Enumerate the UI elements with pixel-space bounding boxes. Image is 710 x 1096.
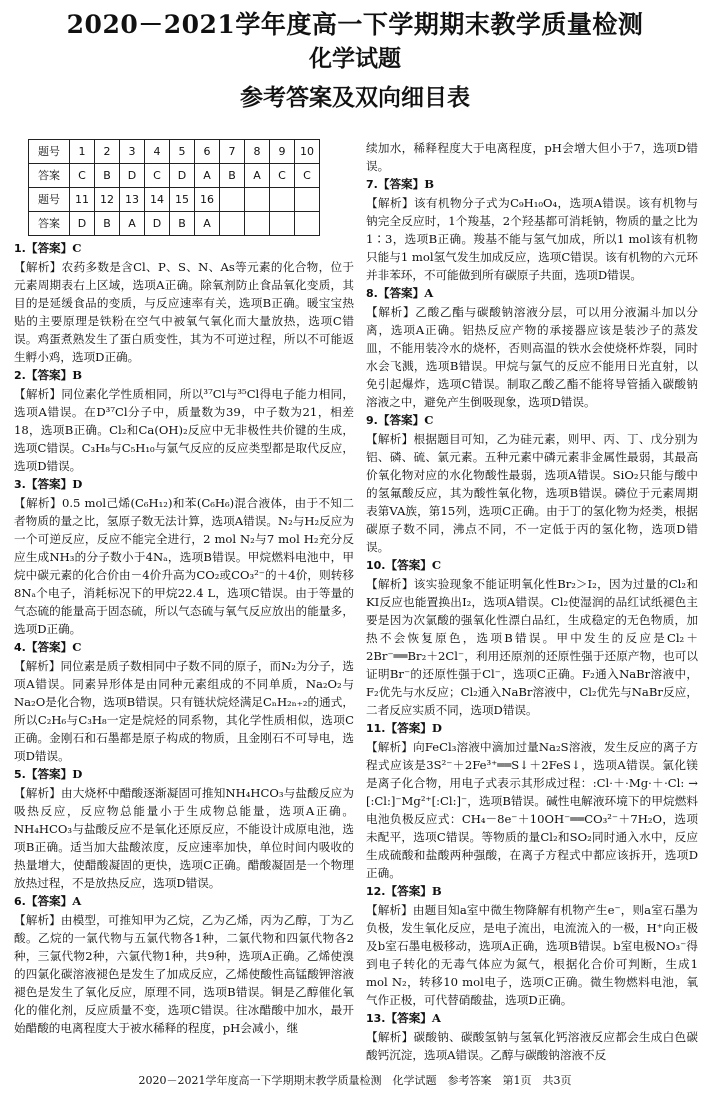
answer-key: 【答案】A bbox=[25, 894, 82, 908]
question-number: 3. bbox=[14, 478, 26, 491]
question-number: 12. bbox=[366, 885, 386, 898]
question-item bbox=[14, 475, 354, 638]
explanation-text: 【解析】同位素化学性质相同，所以³⁷Cl与³⁵Cl得电子能力相同，选项A错误。在D³⁷Cl分子中，质量数为39，中子数为21，相差18，选项B正确。Cl₂和Ca(OH)₂反应中无非极性共价键的生成，选项C错误。C₃H₈与C₅H₁₀与氯气反应的反应类型都是取代反应，选项D错误。 bbox=[14, 387, 354, 473]
explanation-text: 【解析】该实验现象不能证明氧化性Br₂＞I₂，因为过量的Cl₂和KI反应也能置换出I₂，选项A错误。Cl₂使湿润的品红试纸褪色主要是因为次氯酸的强氧化性漂白品红，生成稳定的无色物质，加热不会恢复原色，选项B错误。甲中发生的反应是Cl₂＋2Br⁻══Br₂＋2Cl⁻，利用还原剂的还原性强于还原产物，也可以证明Br⁻的还原性强于Cl⁻，选项C正确。F₂通入NaBr溶液中，F₂优先与水反应；Cl₂通入NaBr溶液中，Cl₂优先与NaBr反应，二者反应实质不同，选项D错误。 bbox=[366, 577, 698, 717]
explanation-text: 【解析】由大烧杯中醋酸逐渐凝固可推知NH₄HCO₃与盐酸反应为吸热反应，反应物总能量小于生成物总能量，选项A正确。NH₄HCO₃与盐酸反应不是氧化还原反应，不能设计成原电池，选项B正确。适当加大盐酸浓度，反应速率加快，单位时间内吸收的热量增大，使醋酸凝固的更快，选项C正确。醋酸凝固是一个物理放热过程，不是放热反应，选项D错误。 bbox=[14, 786, 354, 890]
question-number: 1. bbox=[14, 242, 26, 255]
question-number: 10. bbox=[366, 559, 386, 572]
question-item bbox=[14, 765, 354, 892]
answer-key: 【答案】B bbox=[25, 368, 83, 382]
table-cell: 9 bbox=[270, 140, 295, 164]
table-cell bbox=[270, 188, 295, 212]
table-cell: C bbox=[270, 164, 295, 188]
table-row bbox=[29, 188, 320, 212]
explanation-text: 续加水，稀释程度大于电离程度，pH会增大但小于7，选项D错误。 bbox=[366, 141, 698, 173]
table-cell: B bbox=[95, 212, 120, 236]
table-row bbox=[29, 164, 320, 188]
table-cell: 3 bbox=[120, 140, 145, 164]
answer-line bbox=[366, 882, 698, 901]
question-number: 11. bbox=[366, 722, 386, 735]
table-cell: A bbox=[120, 212, 145, 236]
question-item bbox=[366, 556, 698, 719]
answer-key: 【答案】A bbox=[377, 286, 434, 300]
answer-key: 【答案】C bbox=[377, 413, 434, 427]
table-cell: 11 bbox=[70, 188, 95, 212]
question-number: 5. bbox=[14, 768, 26, 781]
answer-line bbox=[14, 475, 354, 494]
subject-title: 化学试题 bbox=[309, 45, 401, 72]
table-cell bbox=[245, 188, 270, 212]
table-cell: D bbox=[70, 212, 95, 236]
left-column bbox=[14, 139, 354, 1037]
answer-key: 【答案】C bbox=[25, 241, 82, 255]
table-cell: 13 bbox=[120, 188, 145, 212]
question-number: 13. bbox=[366, 1012, 386, 1025]
page-header bbox=[0, 0, 710, 114]
question-number: 4. bbox=[14, 641, 26, 654]
question-item bbox=[366, 139, 698, 175]
table-cell: 1 bbox=[70, 140, 95, 164]
table-cell: A bbox=[195, 164, 220, 188]
table-cell: 5 bbox=[170, 140, 195, 164]
answer-line bbox=[366, 719, 698, 738]
explanation-text: 【解析】碳酸钠、碳酸氢钠与氢氧化钙溶液反应都会生成白色碳酸钙沉淀，选项A错误。乙醇与碳酸钠溶液不反 bbox=[366, 1030, 698, 1062]
explanation-text: 【解析】农药多数是含Cl、P、S、N、As等元素的化合物，位于元素周期表右上区域，选项A正确。除氧剂防止食品氧化变质，其目的是延缓食品的变质，与反应速率有关，选项B正确。暖宝宝热贴的主要原理是铁粉在空气中被氧气氧化而大量放热，选项C错误。鸡蛋煮熟发生了蛋白质变性，其为不可逆过程，所以不可能返生孵小鸡，选项D正确。 bbox=[14, 260, 354, 364]
answer-line bbox=[366, 284, 698, 303]
table-header-cell: 答案 bbox=[29, 164, 70, 188]
table-cell bbox=[270, 212, 295, 236]
question-item bbox=[366, 411, 698, 556]
table-row bbox=[29, 140, 320, 164]
question-item bbox=[366, 284, 698, 411]
table-header-cell: 题号 bbox=[29, 140, 70, 164]
page-footer: 2020－2021学年度高一下学期期末教学质量检测 化学试题 参考答案 第1页 共3页 bbox=[138, 1074, 572, 1087]
table-cell: 10 bbox=[295, 140, 320, 164]
answer-key: 【答案】C bbox=[25, 640, 82, 654]
answer-key: 【答案】D bbox=[385, 721, 442, 735]
answer-table bbox=[28, 139, 320, 236]
answer-line bbox=[14, 239, 354, 258]
table-cell: 7 bbox=[220, 140, 245, 164]
right-column bbox=[366, 139, 698, 1064]
table-cell: D bbox=[145, 212, 170, 236]
table-cell: A bbox=[245, 164, 270, 188]
question-item bbox=[366, 1009, 698, 1064]
table-cell: A bbox=[195, 212, 220, 236]
table-header-cell: 题号 bbox=[29, 188, 70, 212]
question-number: 9. bbox=[366, 414, 378, 427]
explanation-text: 【解析】0.5 mol己烯(C₆H₁₂)和苯(C₆H₆)混合液体，由于不知二者物质的量之比，氢原子数无法计算，选项A错误。N₂与H₂反应为一个可逆反应，反应不能完全进行，2 mol N₂与7 mol H₂充分反应生成NH₃的分子数小于4Nₐ，选项B错误。甲烷燃料电池中，甲烷中碳元素的化合价由－4价升高为CO₂或CO₃²⁻的＋4价，则转移8Nₐ个电子，消耗标况下的甲烷22.4 L，选项C错误。由于等量的气态硫的能量高于固态硫，所以气态硫与氧气反应放出的能量多，选项D正确。 bbox=[14, 496, 354, 636]
answer-line bbox=[366, 556, 698, 575]
table-cell: D bbox=[170, 164, 195, 188]
answer-line bbox=[366, 1009, 698, 1028]
explanation-text: 【解析】根据题目可知，乙为硅元素，则甲、丙、丁、戊分别为铝、磷、硫、氯元素。五种元素中磷元素非金属性最弱，其最高价氧化物对应的水化物酸性最弱，选项A错误。SiO₂只能与酸中的氢氟酸反应，其为酸性氧化物，选项B错误。磷位于元素周期表第VA族，第15列，选项C正确。由于丁的氢化物为烃类，根据碳原子数不同，沸点不同，不一定低于丙的氢化物，选项D错误。 bbox=[366, 432, 698, 554]
question-number: 2. bbox=[14, 369, 26, 382]
answer-key: 【答案】D bbox=[25, 767, 83, 781]
explanation-text: 【解析】乙酸乙酯与碳酸钠溶液分层，可以用分液漏斗加以分离，选项A正确。铝热反应产物的承接器应该是装沙子的蒸发皿，不能用装冷水的烧杯，否则高温的铁水会使烧杯炸裂，同时水会飞溅，选项B错误。甲烷与氯气的反应不能用日光直射，以免引起爆炸，选项C错误。制取乙酸乙酯不能将导管插入碳酸钠溶液之中，避免产生倒吸现象，选项D错误。 bbox=[366, 305, 698, 409]
table-cell: B bbox=[220, 164, 245, 188]
question-number: 8. bbox=[366, 287, 378, 300]
table-cell: B bbox=[170, 212, 195, 236]
table-cell: 16 bbox=[195, 188, 220, 212]
question-item bbox=[14, 638, 354, 765]
explanation-text: 【解析】该有机物分子式为C₉H₁₀O₄，选项A错误。该有机物与钠完全反应时，1个羧基，2个羟基都可消耗钠，物质的量之比为1∶3，选项B正确。羧基不能与氢气加成，所以1 mol该有机物只能与1 mol氢气发生加成反应，选项C错误。该有机物的六元环并非苯环，不可能做到所有碳原子共面，选项D错误。 bbox=[366, 196, 698, 282]
document-subtitle: 参考答案及双向细目表 bbox=[240, 84, 470, 111]
table-cell: C bbox=[70, 164, 95, 188]
table-cell bbox=[295, 188, 320, 212]
table-cell bbox=[220, 188, 245, 212]
table-cell: C bbox=[145, 164, 170, 188]
answer-key: 【答案】A bbox=[385, 1011, 441, 1025]
question-number: 7. bbox=[366, 178, 378, 191]
table-cell: 14 bbox=[145, 188, 170, 212]
answer-key: 【答案】B bbox=[385, 884, 442, 898]
table-cell: 15 bbox=[170, 188, 195, 212]
table-cell: C bbox=[295, 164, 320, 188]
answer-key: 【答案】D bbox=[25, 477, 83, 491]
table-cell: B bbox=[95, 164, 120, 188]
table-cell bbox=[220, 212, 245, 236]
table-header-cell: 答案 bbox=[29, 212, 70, 236]
table-cell bbox=[245, 212, 270, 236]
explanation-text: 【解析】向FeCl₃溶液中滴加过量Na₂S溶液，发生反应的离子方程式应该是3S²⁻＋2Fe³⁺══S↓＋2FeS↓，选项A错误。氯化镁是离子化合物，用电子式表示其形成过程：:Cl·＋·Mg·＋·Cl: → [:Cl:]⁻Mg²⁺[:Cl:]⁻，选项B错误。碱性电解液环境下的甲烷燃料电池负极反应式：CH₄－8e⁻＋10OH⁻══CO₃²⁻＋7H₂O，选项未配平，选项C错误。等物质的量Cl₂和SO₂同时通入水中，反应生成硫酸和盐酸两种强酸，在离子方程式中都应该拆开，选项D正确。 bbox=[366, 740, 698, 880]
question-number: 6. bbox=[14, 895, 26, 908]
table-cell: 6 bbox=[195, 140, 220, 164]
explanation-text: 【解析】同位素是质子数相同中子数不同的原子，而N₂为分子，选项A错误。同素异形体是由同种元素组成的不同单质，Na₂O₂与Na₂O是化合物，选项B错误。只有链状烷烃满足CₙH₂ₙ₊₂的通式，所以C₂H₆与C₃H₈一定是烷烃的同系物，其化学性质相似，选项C正确。金刚石和石墨都是原子构成的物质，且金刚石不可导电，选项D错误。 bbox=[14, 659, 354, 763]
question-item bbox=[14, 239, 354, 366]
answer-line bbox=[14, 638, 354, 657]
table-cell bbox=[295, 212, 320, 236]
answer-line bbox=[366, 411, 698, 430]
question-item bbox=[366, 175, 698, 284]
table-cell: 2 bbox=[95, 140, 120, 164]
table-cell: 8 bbox=[245, 140, 270, 164]
table-cell: D bbox=[120, 164, 145, 188]
answer-key: 【答案】C bbox=[385, 558, 442, 572]
explanation-text: 【解析】由模型，可推知甲为乙烷，乙为乙烯，丙为乙醇，丁为乙酸。乙烷的一氯代物与五氯代物各1种，二氯代物和四氯代物各2种，三氯代物2种，六氯代物1种，共9种，选项A正确。乙烯使溴的四氯化碳溶液褪色是发生了加成反应，乙烯使酸性高锰酸钾溶液褪色是发生了氧化反应，原理不同，选项B错误。铜是乙醇催化氧化的催化剂，反应质量不变，选项C错误。往冰醋酸中加水，最开始醋酸的电离程度大于被水稀释的程度，pH会减小，继 bbox=[14, 913, 354, 1035]
question-item bbox=[14, 892, 354, 1037]
table-row bbox=[29, 212, 320, 236]
question-item bbox=[366, 882, 698, 1009]
answer-line bbox=[366, 175, 698, 194]
answer-line bbox=[14, 765, 354, 784]
explanation-text: 【解析】由题目知a室中微生物降解有机物产生e⁻，则a室石墨为负极，发生氧化反应，是电子流出，电流流入的一极，H⁺向正极及b室石墨电极移动，选项A正确，选项B错误。b室电极NO₃⁻得到电子转化的无毒气体应为氮气，根据化合价可判断，生成1 mol N₂，转移10 mol电子，选项C正确。微生物燃料电池，氧气作正极，可代替硝酸盐，选项D正确。 bbox=[366, 903, 698, 1007]
question-item bbox=[14, 366, 354, 475]
answer-line bbox=[14, 892, 354, 911]
answer-key: 【答案】B bbox=[377, 177, 435, 191]
exam-title: 2020－2021学年度高一下学期期末教学质量检测 bbox=[66, 10, 644, 39]
question-item bbox=[366, 719, 698, 882]
table-cell: 4 bbox=[145, 140, 170, 164]
answer-line bbox=[14, 366, 354, 385]
table-cell: 12 bbox=[95, 188, 120, 212]
